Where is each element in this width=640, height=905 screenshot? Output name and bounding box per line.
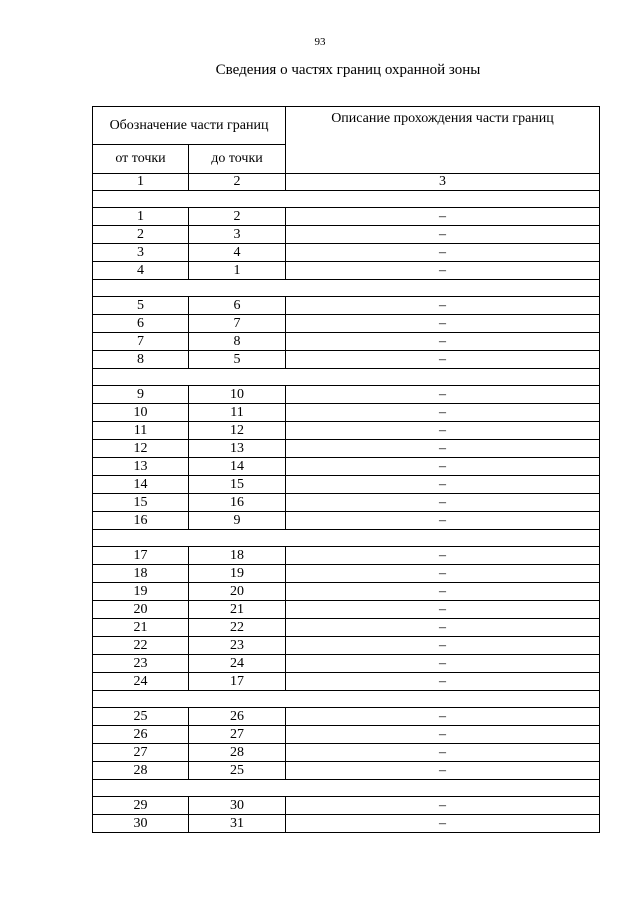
- from-point-cell: 16: [93, 512, 189, 530]
- header-part-designation: Обозначение части границ: [93, 107, 286, 145]
- to-point-cell: 4: [189, 244, 286, 262]
- table-row: [93, 797, 600, 815]
- description-cell: –: [286, 797, 600, 815]
- table-row: [93, 744, 600, 762]
- description-cell: –: [286, 726, 600, 744]
- table-row: [93, 565, 600, 583]
- description-cell: –: [286, 762, 600, 780]
- to-point-cell: 26: [189, 708, 286, 726]
- to-point-cell: 6: [189, 297, 286, 315]
- table-row: [93, 494, 600, 512]
- table-row: [93, 583, 600, 601]
- from-point-cell: 27: [93, 744, 189, 762]
- to-point-cell: 8: [189, 333, 286, 351]
- from-point-cell: 8: [93, 351, 189, 369]
- description-cell: –: [286, 315, 600, 333]
- from-point-cell: 1: [93, 208, 189, 226]
- to-point-cell: 17: [189, 673, 286, 691]
- boundary-table-body: [93, 107, 600, 833]
- to-point-cell: 12: [189, 422, 286, 440]
- from-point-cell: 28: [93, 762, 189, 780]
- header-description: Описание прохождения части границ: [286, 107, 600, 174]
- table-row: [93, 673, 600, 691]
- from-point-cell: 20: [93, 601, 189, 619]
- table-row: [93, 208, 600, 226]
- from-point-cell: 7: [93, 333, 189, 351]
- table-row: [93, 333, 600, 351]
- table-row: [93, 386, 600, 404]
- table-row: [93, 315, 600, 333]
- from-point-cell: 2: [93, 226, 189, 244]
- from-point-cell: 13: [93, 458, 189, 476]
- from-point-cell: 29: [93, 797, 189, 815]
- to-point-cell: 2: [189, 208, 286, 226]
- page-title: Сведения о частях границ охранной зоны: [215, 62, 481, 78]
- description-cell: –: [286, 262, 600, 280]
- table-row: [93, 297, 600, 315]
- column-numbers-row: [93, 174, 600, 191]
- to-point-cell: 30: [189, 797, 286, 815]
- to-point-cell: 19: [189, 565, 286, 583]
- group-separator-row: [93, 780, 600, 797]
- table-row: [93, 512, 600, 530]
- from-point-cell: 25: [93, 708, 189, 726]
- table-row: [93, 655, 600, 673]
- to-point-cell: 13: [189, 440, 286, 458]
- from-point-cell: 14: [93, 476, 189, 494]
- description-cell: –: [286, 673, 600, 691]
- table-row: [93, 458, 600, 476]
- table-row: [93, 262, 600, 280]
- group-separator-row: [93, 691, 600, 708]
- table-row: [93, 601, 600, 619]
- description-cell: –: [286, 422, 600, 440]
- header-row-1: [93, 107, 600, 145]
- to-point-cell: 10: [189, 386, 286, 404]
- separator-cell: [93, 191, 600, 208]
- separator-cell: [93, 691, 600, 708]
- from-point-cell: 23: [93, 655, 189, 673]
- description-cell: –: [286, 458, 600, 476]
- boundary-table: [92, 106, 600, 833]
- description-cell: –: [286, 547, 600, 565]
- from-point-cell: 5: [93, 297, 189, 315]
- description-cell: –: [286, 619, 600, 637]
- to-point-cell: 21: [189, 601, 286, 619]
- header-from-point: от точки: [93, 145, 189, 174]
- description-cell: –: [286, 226, 600, 244]
- to-point-cell: 11: [189, 404, 286, 422]
- from-point-cell: 17: [93, 547, 189, 565]
- from-point-cell: 19: [93, 583, 189, 601]
- group-separator-row: [93, 530, 600, 547]
- description-cell: –: [286, 494, 600, 512]
- description-cell: –: [286, 512, 600, 530]
- column-number: 1: [93, 174, 189, 191]
- to-point-cell: 1: [189, 262, 286, 280]
- to-point-cell: 7: [189, 315, 286, 333]
- table-row: [93, 637, 600, 655]
- from-point-cell: 6: [93, 315, 189, 333]
- to-point-cell: 31: [189, 815, 286, 833]
- column-number: 2: [189, 174, 286, 191]
- group-separator-row: [93, 191, 600, 208]
- description-cell: –: [286, 440, 600, 458]
- to-point-cell: 28: [189, 744, 286, 762]
- to-point-cell: 18: [189, 547, 286, 565]
- description-cell: –: [286, 386, 600, 404]
- to-point-cell: 16: [189, 494, 286, 512]
- from-point-cell: 3: [93, 244, 189, 262]
- from-point-cell: 26: [93, 726, 189, 744]
- description-cell: –: [286, 655, 600, 673]
- table-row: [93, 619, 600, 637]
- description-cell: –: [286, 601, 600, 619]
- header-to-point: до точки: [189, 145, 286, 174]
- table-row: [93, 476, 600, 494]
- separator-cell: [93, 280, 600, 297]
- from-point-cell: 22: [93, 637, 189, 655]
- from-point-cell: 18: [93, 565, 189, 583]
- to-point-cell: 27: [189, 726, 286, 744]
- from-point-cell: 10: [93, 404, 189, 422]
- to-point-cell: 23: [189, 637, 286, 655]
- to-point-cell: 24: [189, 655, 286, 673]
- page-number: 93: [314, 36, 326, 48]
- table-row: [93, 351, 600, 369]
- to-point-cell: 5: [189, 351, 286, 369]
- description-cell: –: [286, 565, 600, 583]
- description-cell: –: [286, 244, 600, 262]
- table-row: [93, 422, 600, 440]
- separator-cell: [93, 369, 600, 386]
- description-cell: –: [286, 583, 600, 601]
- group-separator-row: [93, 280, 600, 297]
- description-cell: –: [286, 744, 600, 762]
- group-separator-row: [93, 369, 600, 386]
- table-row: [93, 244, 600, 262]
- description-cell: –: [286, 208, 600, 226]
- from-point-cell: 12: [93, 440, 189, 458]
- description-cell: –: [286, 351, 600, 369]
- to-point-cell: 20: [189, 583, 286, 601]
- from-point-cell: 11: [93, 422, 189, 440]
- description-cell: –: [286, 708, 600, 726]
- table-row: [93, 226, 600, 244]
- description-cell: –: [286, 637, 600, 655]
- to-point-cell: 25: [189, 762, 286, 780]
- to-point-cell: 14: [189, 458, 286, 476]
- table-row: [93, 726, 600, 744]
- description-cell: –: [286, 297, 600, 315]
- table-row: [93, 440, 600, 458]
- from-point-cell: 30: [93, 815, 189, 833]
- table-row: [93, 708, 600, 726]
- description-cell: –: [286, 476, 600, 494]
- description-cell: –: [286, 815, 600, 833]
- table-row: [93, 404, 600, 422]
- table-row: [93, 815, 600, 833]
- to-point-cell: 15: [189, 476, 286, 494]
- to-point-cell: 3: [189, 226, 286, 244]
- from-point-cell: 9: [93, 386, 189, 404]
- table-row: [93, 762, 600, 780]
- from-point-cell: 15: [93, 494, 189, 512]
- separator-cell: [93, 780, 600, 797]
- description-cell: –: [286, 333, 600, 351]
- table-row: [93, 547, 600, 565]
- from-point-cell: 24: [93, 673, 189, 691]
- from-point-cell: 4: [93, 262, 189, 280]
- to-point-cell: 22: [189, 619, 286, 637]
- to-point-cell: 9: [189, 512, 286, 530]
- from-point-cell: 21: [93, 619, 189, 637]
- description-cell: –: [286, 404, 600, 422]
- column-number: 3: [286, 174, 600, 191]
- separator-cell: [93, 530, 600, 547]
